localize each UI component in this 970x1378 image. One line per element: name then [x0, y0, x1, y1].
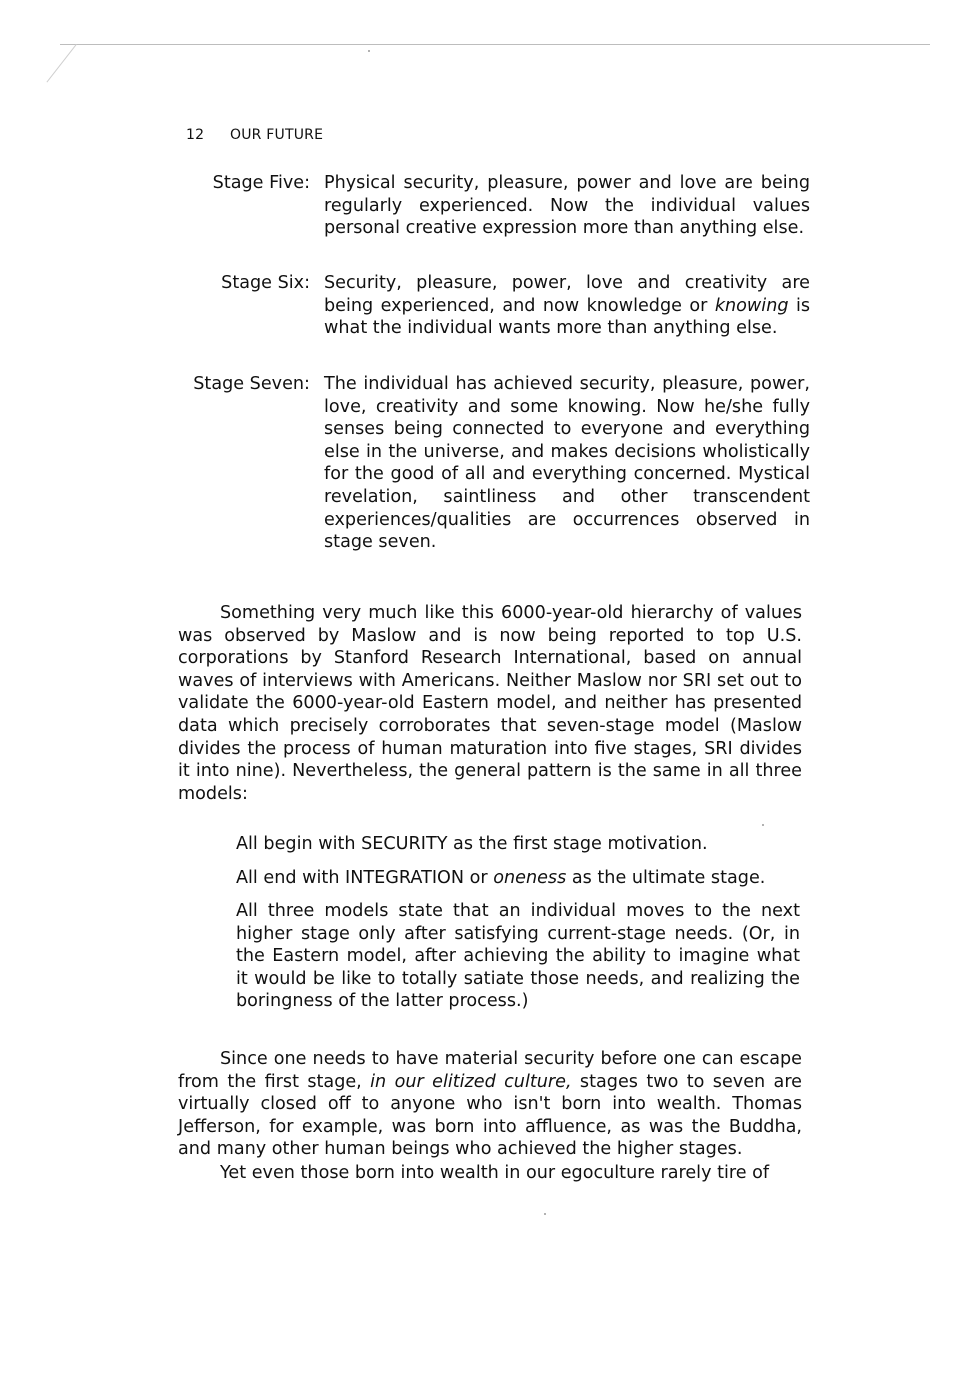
oneness-italic: oneness — [493, 868, 567, 888]
list-item-integration-start: All end with INTEGRATION or — [236, 868, 494, 888]
running-title: OUR FUTURE — [230, 127, 324, 143]
elitized-culture-italic: in our elitized culture, — [370, 1071, 572, 1092]
stage-seven-label: Stage Seven: — [193, 374, 310, 394]
stage-six-label: Stage Six: — [221, 273, 310, 293]
body-paragraph-3: Yet even those born into wealth in our egoculture rarely tire of — [220, 1163, 770, 1183]
stage-six-text — [324, 272, 810, 340]
body-paragraph-2 — [178, 1048, 802, 1161]
scan-speck — [762, 824, 764, 826]
scan-edge-line — [60, 44, 930, 45]
stage-five-label: Stage Five: — [212, 173, 310, 193]
stage-six-italic-word: knowing — [714, 295, 789, 316]
stage-five-entry — [150, 172, 810, 240]
scan-speck — [544, 1213, 546, 1215]
page-number: 12 — [186, 127, 205, 143]
running-head — [186, 127, 323, 143]
body-paragraph-1: Something very much like this 6000-year-old hierarchy of values was observed by Maslow and is now being reported to top U.S. corporations by Stanford Research International, based on annual waves of interviews with Americans. Neither Maslow nor SRI set out to validate the 6000-year-old Eastern model, and neither has presented data which precisely corroborates that seven-stage model (Maslow divides the process of human maturation into five stages, SRI divides it into nine). Nevertheless, the general pattern is the same in all three models: — [178, 603, 802, 804]
list-item-integration-end: as the ultimate stage. — [566, 868, 766, 888]
stage-six-text-end: is what the individual wants more than anything else. — [324, 295, 810, 339]
stage-seven-text: The individual has achieved security, pleasure, power, love, creativity and some knowing. Now he/she fully senses being connected to everyone and everything else in the universe, and makes decisions wholistically for the good of all and everything concerned. Mystical revelation, saintliness and other transcendent experiences/qualities are occurrences observed in stage seven. — [324, 374, 810, 553]
body-paragraph-2-start: Since one needs to have material security before one can escape from the first stage, — [178, 1049, 802, 1092]
list-item-stage-progression: All three models state that an individual moves to the next higher stage only after satisfying current-stage needs. (Or, in the Eastern model, after achieving the ability to imagine what it would be like to totally satiate those needs, and realizing the boringness of the latter process.) — [236, 901, 800, 1012]
scan-speck — [368, 50, 370, 52]
stage-six-text-start: Security, pleasure, power, love and creativity are being experienced, and now knowledge or — [324, 273, 810, 316]
stage-six-entry — [150, 272, 810, 340]
scan-corner-line — [46, 44, 76, 82]
stage-seven-entry — [150, 373, 810, 554]
list-item-integration — [236, 867, 800, 890]
stage-five-text: Physical security, pleasure, power and love are being regularly experienced. Now the individual values personal creative expression more than anything else. — [324, 173, 810, 239]
list-item-security: All begin with SECURITY as the first stage motivation. — [236, 834, 708, 854]
body-paragraph-2-end: stages two to seven are virtually closed off to anyone who isn't born into wealth. Thomas Jefferson, for example, was born into affluence, as was the Buddha, and many other human beings who achieved the higher stages. — [178, 1071, 803, 1160]
